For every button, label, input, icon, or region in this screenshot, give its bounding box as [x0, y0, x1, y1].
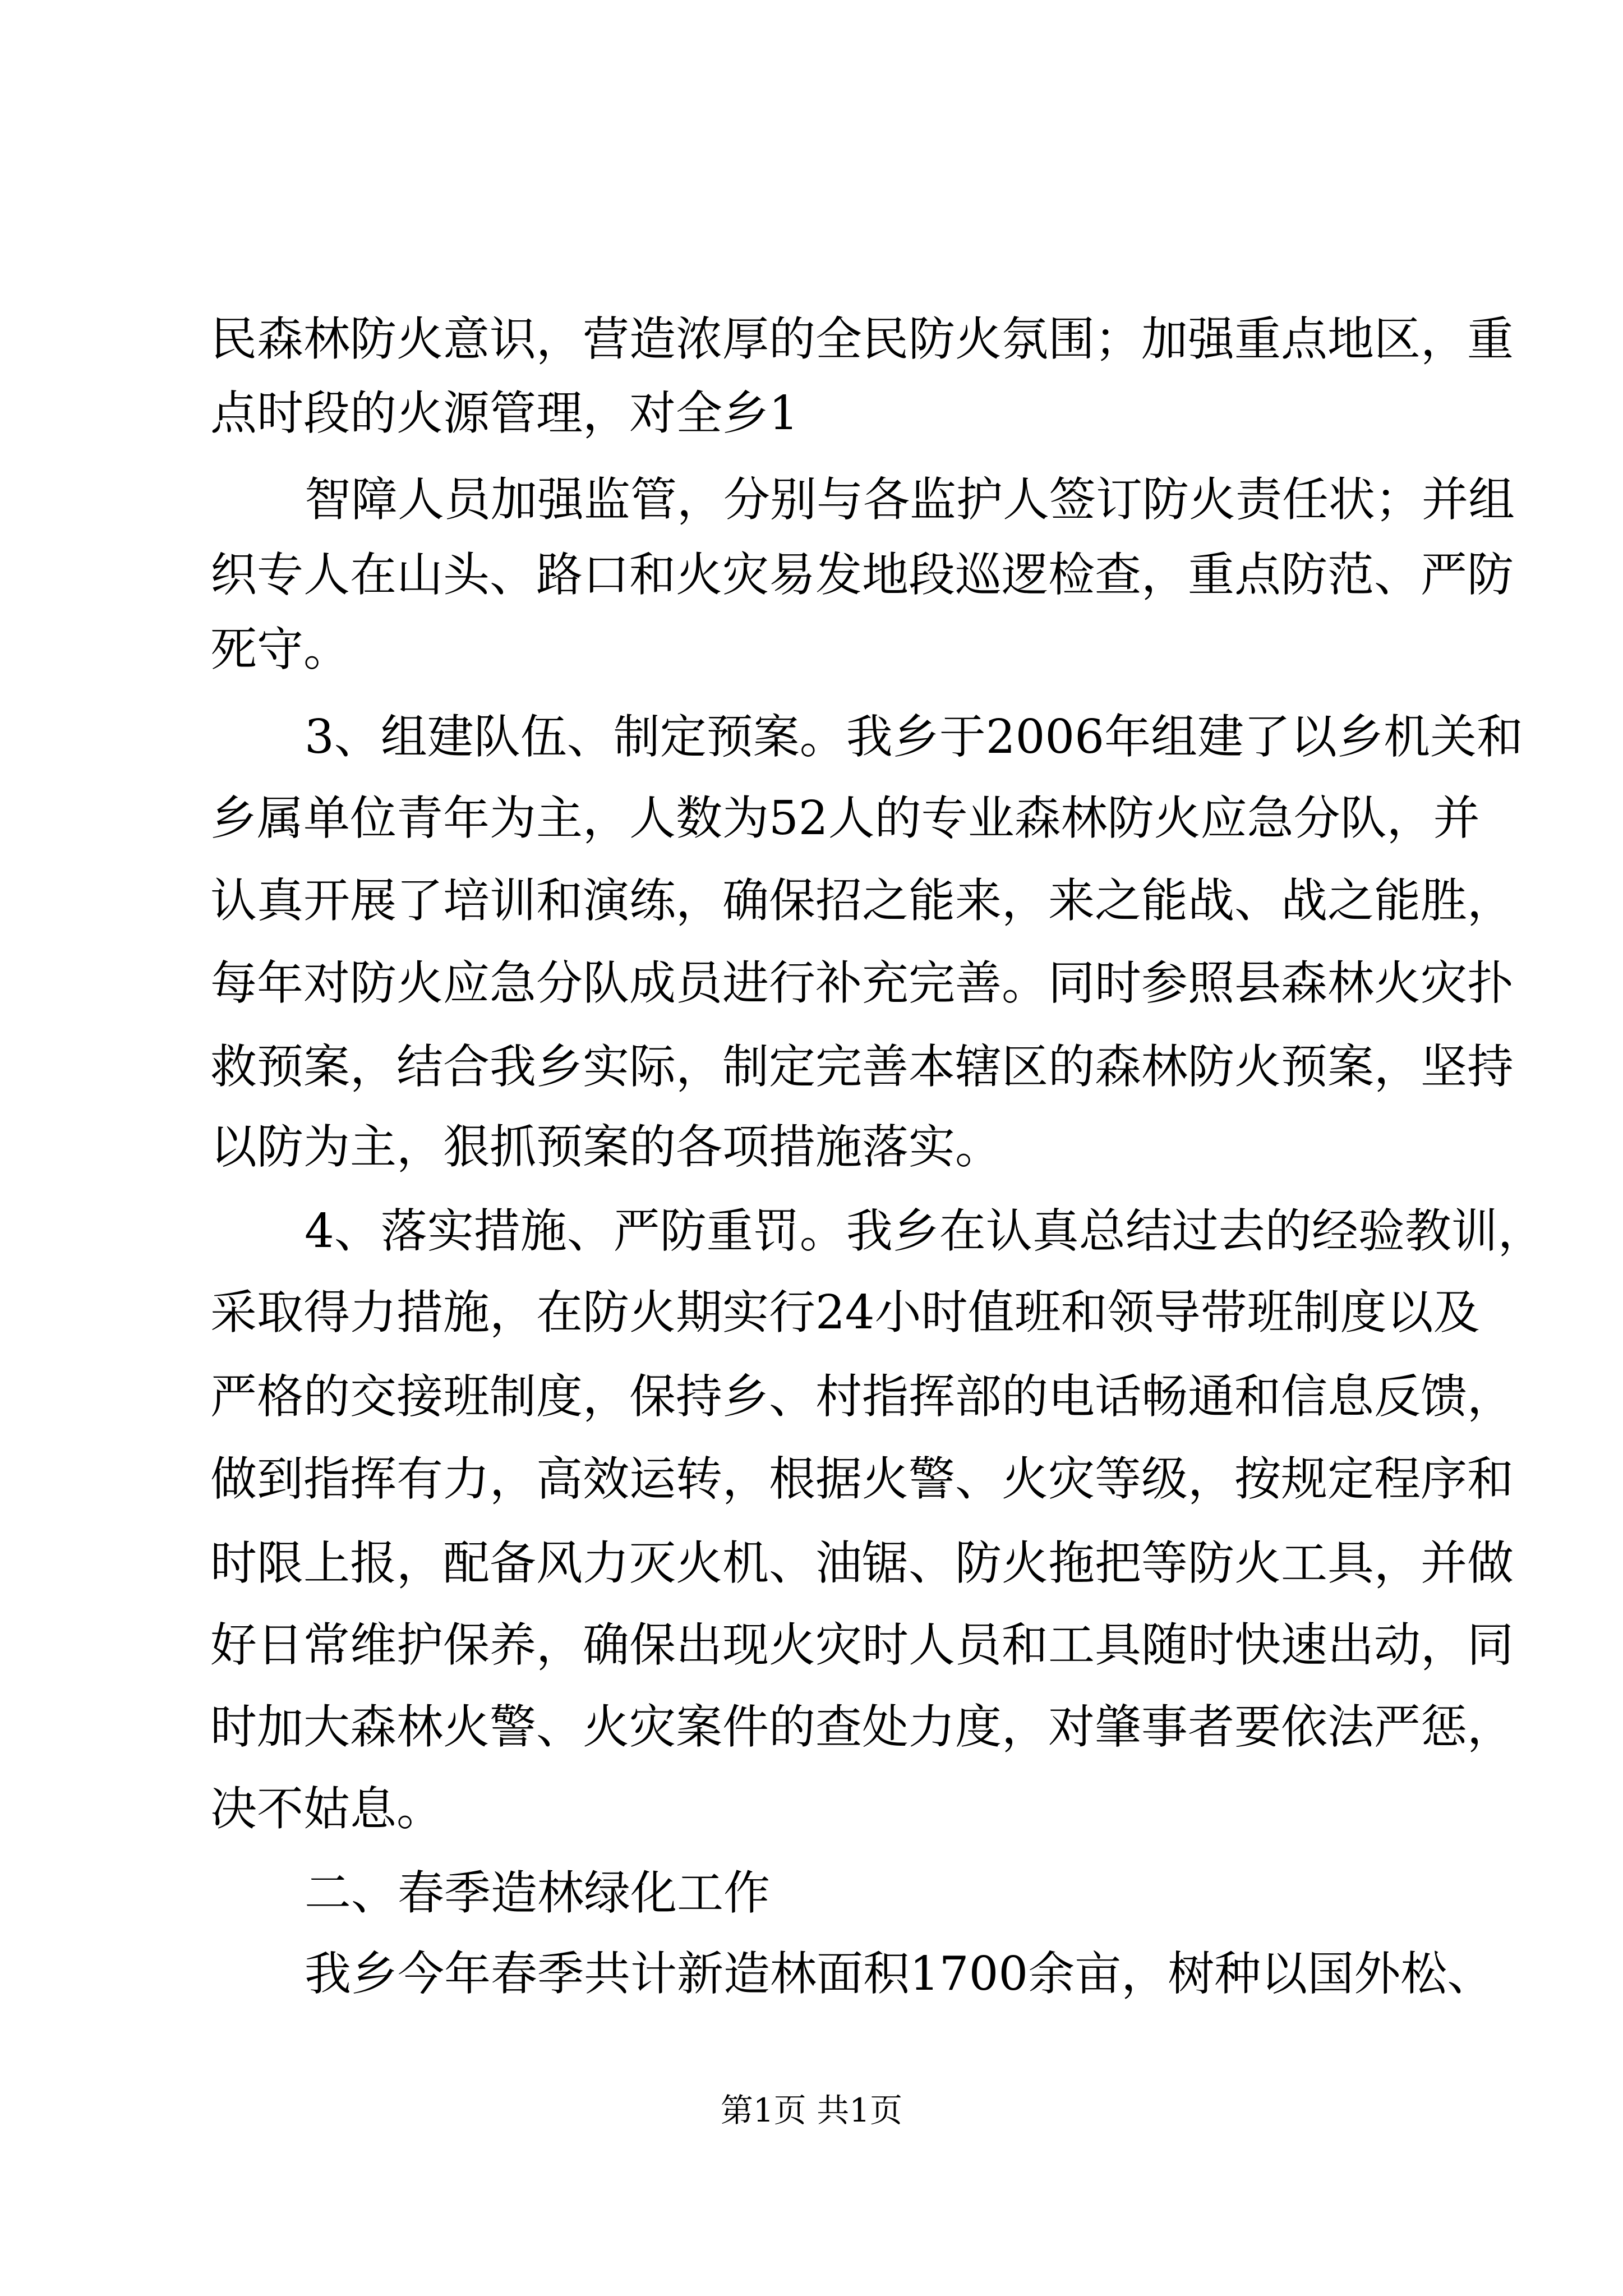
paragraph-line: 3、组建队伍、制定预案。我乡于2006年组建了以乡机关和 [305, 710, 1524, 764]
paragraph-line: 做到指挥有力，高效运转，根据火警、火灾等级，按规定程序和 [210, 1452, 1514, 1506]
paragraph-line: 采取得力措施，在防火期实行24小时值班和领导带班制度以及 [210, 1285, 1480, 1340]
page-footer: 第1页 共1页 [720, 2091, 903, 2129]
paragraph-line: 时限上报，配备风力灭火机、油锯、防火拖把等防火工具，并做 [210, 1536, 1514, 1590]
paragraph-line: 每年对防火应急分队成员进行补充完善。同时参照县森林火灾扑 [210, 956, 1514, 1010]
paragraph-line: 民森林防火意识，营造浓厚的全民防火氛围；加强重点地区，重 [210, 312, 1514, 366]
paragraph-line: 智障人员加强监管，分别与各监护人签订防火责任状；并组 [305, 472, 1515, 527]
paragraph-line: 好日常维护保养，确保出现火灾时人员和工具随时快速出动，同 [210, 1618, 1514, 1672]
paragraph-line: 时加大森林火警、火灾案件的查处力度，对肇事者要依法严惩， [210, 1700, 1514, 1754]
paragraph-line: 认真开展了培训和演练，确保招之能来，来之能战、战之能胜， [210, 873, 1514, 928]
paragraph-line: 严格的交接班制度，保持乡、村指挥部的电话畅通和信息反馈， [210, 1369, 1514, 1424]
paragraph-line: 死守。 [210, 622, 350, 677]
paragraph-line: 决不姑息。 [210, 1782, 443, 1836]
paragraph-line: 以防为主，狠抓预案的各项措施落实。 [210, 1120, 1002, 1174]
paragraph-line: 我乡今年春季共计新造林面积1700余亩，树种以国外松、 [305, 1947, 1494, 2001]
paragraph-line: 点时段的火源管理，对全乡1 [210, 386, 799, 440]
paragraph-line: 4、落实措施、严防重罚。我乡在认真总结过去的经验教训， [305, 1204, 1544, 1258]
paragraph-line: 救预案，结合我乡实际，制定完善本辖区的森林防火预案，坚持 [210, 1039, 1514, 1094]
paragraph-line: 乡属单位青年为主，人数为52人的专业森林防火应急分队，并 [210, 791, 1480, 845]
paragraph-line: 织专人在山头、路口和火灾易发地段巡逻检查，重点防范、严防 [210, 547, 1514, 602]
section-heading: 二、春季造林绿化工作 [305, 1866, 770, 1920]
